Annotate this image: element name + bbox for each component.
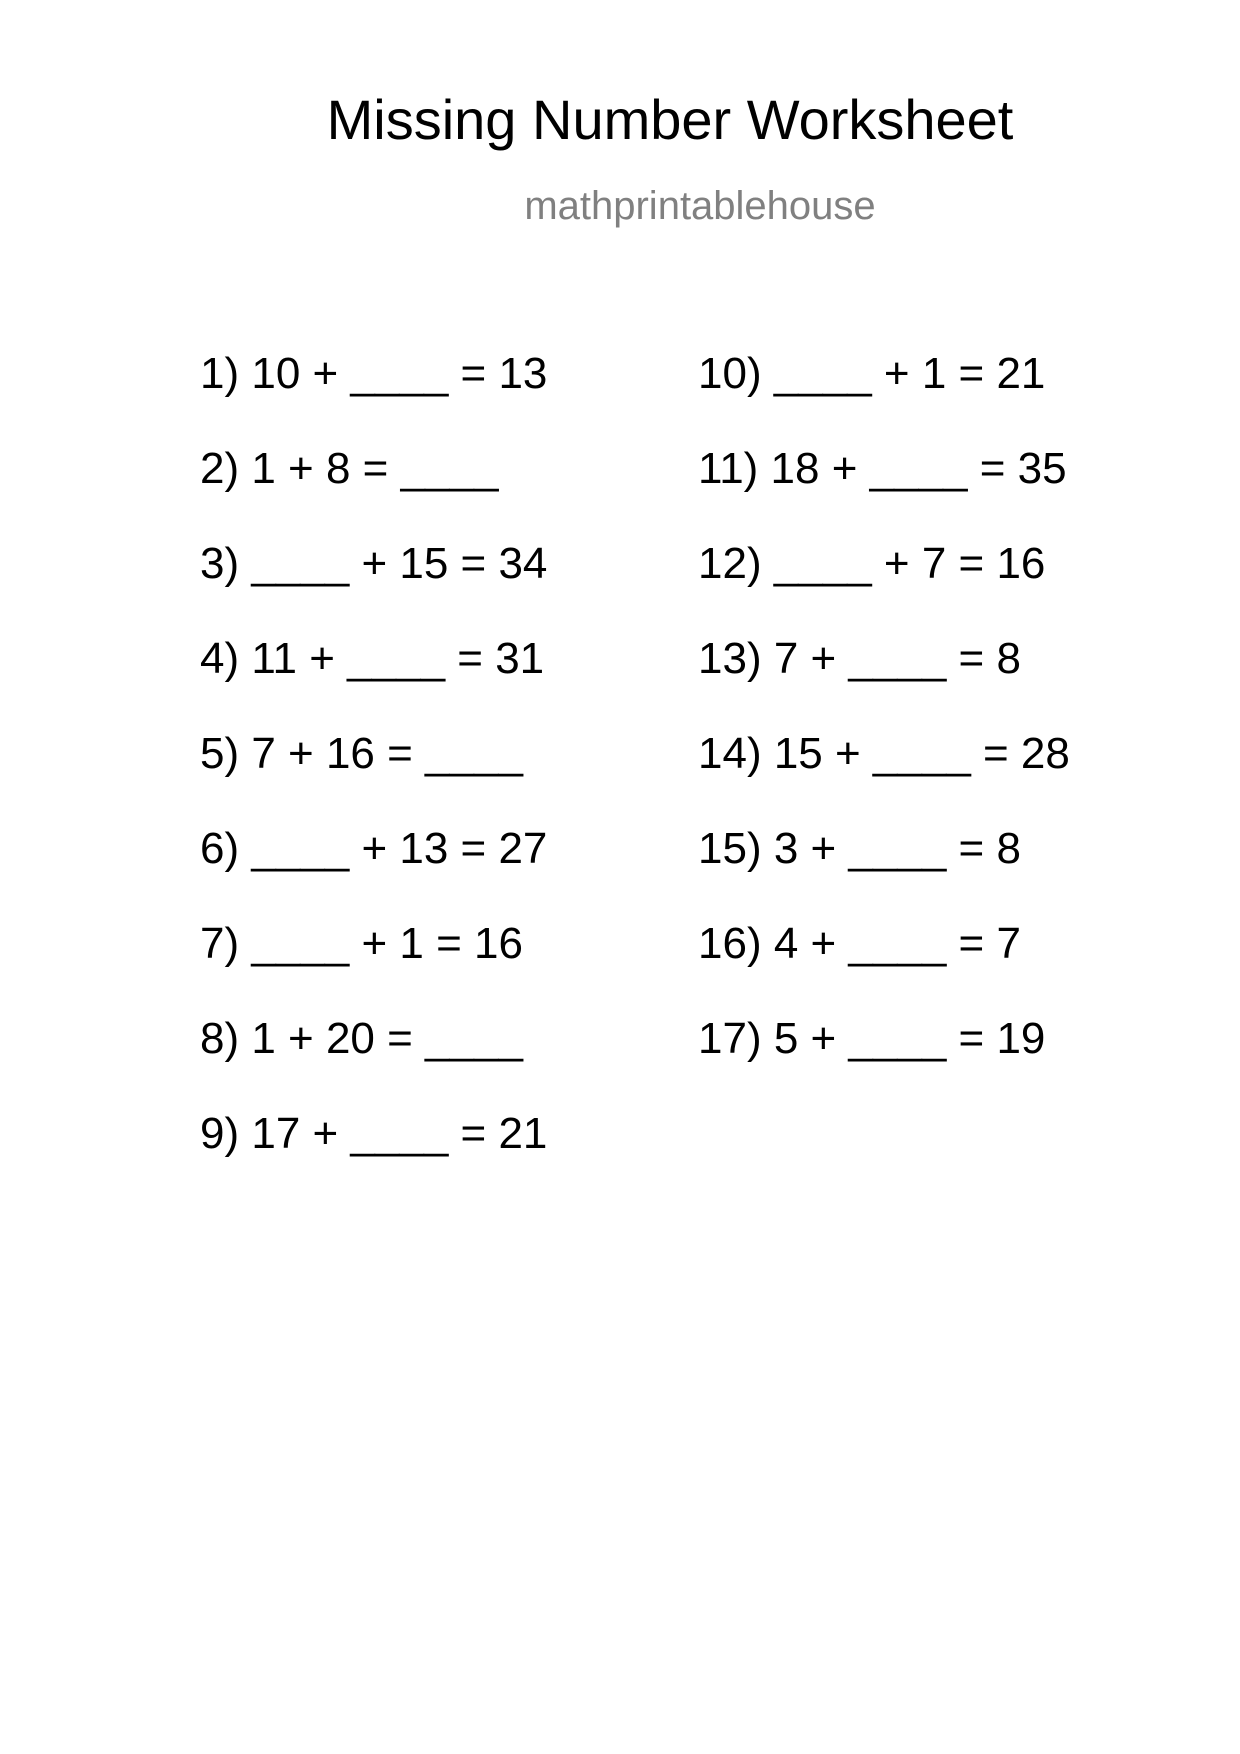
problem-1: 1) 10 + ____ = 13 (200, 349, 548, 398)
problems-right-column (698, 349, 1070, 1112)
worksheet-title: Missing Number Worksheet (326, 88, 1014, 151)
problem-5: 5) 7 + 16 = ____ (200, 729, 523, 778)
problem-7: 7) ____ + 1 = 16 (200, 919, 523, 968)
problem-3: 3) ____ + 15 = 34 (200, 539, 548, 588)
worksheet-subtitle: mathprintablehouse (524, 184, 876, 228)
problem-6: 6) ____ + 13 = 27 (200, 824, 548, 873)
problem-13: 13) 7 + ____ = 8 (698, 634, 1021, 683)
problem-15: 15) 3 + ____ = 8 (698, 824, 1021, 873)
problem-2: 2) 1 + 8 = ____ (200, 444, 499, 493)
problem-16: 16) 4 + ____ = 7 (698, 919, 1021, 968)
problem-9: 9) 17 + ____ = 21 (200, 1109, 548, 1158)
problem-8: 8) 1 + 20 = ____ (200, 1014, 523, 1063)
problem-12: 12) ____ + 7 = 16 (698, 539, 1046, 588)
problem-17: 17) 5 + ____ = 19 (698, 1014, 1046, 1063)
problem-4: 4) 11 + ____ = 31 (200, 634, 545, 683)
problem-11: 11) 18 + ____ = 35 (698, 444, 1067, 493)
problem-10: 10) ____ + 1 = 21 (698, 349, 1046, 398)
problem-14: 14) 15 + ____ = 28 (698, 729, 1070, 778)
problems-left-column (200, 349, 548, 1207)
